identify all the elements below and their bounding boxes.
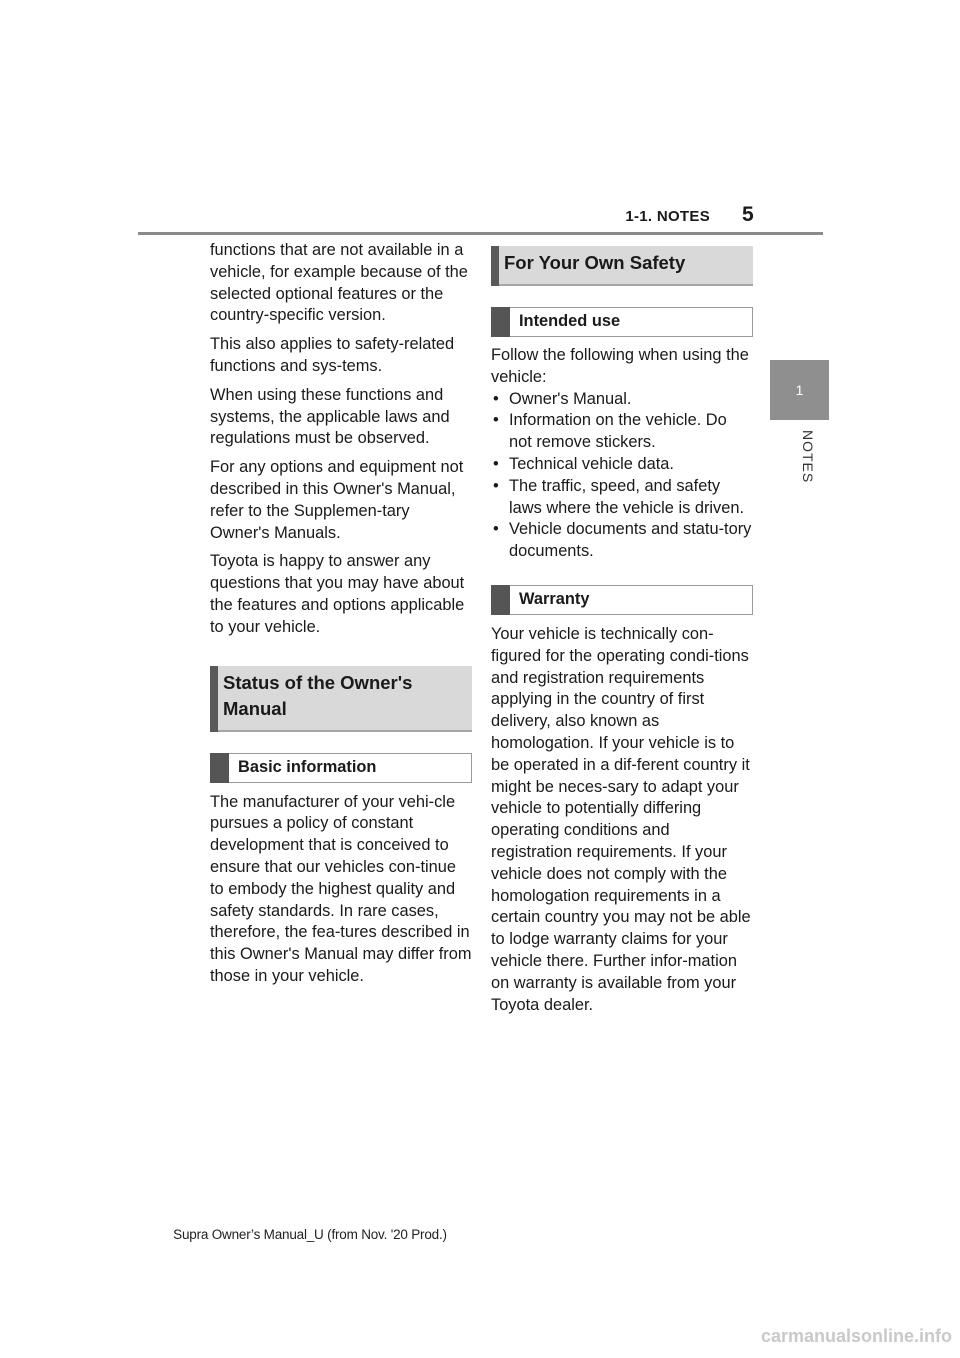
paragraph: Toyota is happy to answer any questions that you may have about the features and options applicable to your vehicle.	[210, 552, 465, 636]
section-heading-safety: For Your Own Safety	[491, 246, 753, 286]
left-column	[210, 240, 472, 995]
paragraph: The manufacturer of your vehi-cle pursues a policy of constant development that is conceived to ensure that our vehicles con-tinue to embody the highest quality and safety standards. In rare cases, therefore, the fea-tures described in this Owner's Manual may differ from those in your vehicle.	[210, 792, 472, 985]
intended-use-list	[491, 389, 753, 563]
paragraph: Your vehicle is technically con-figured for the operating condi-tions and registration requirements applying in the country of first delivery, also known as homologation. If your vehicle is to be operated in a dif-ferent country it might be neces-sary to adapt your vehicle to potentially differing operating conditions and registration requirements. If your vehicle does not comply with the homologation requirements in a certain country you may not be able to lodge warranty claims for your vehicle there. Further infor-mation on warranty is available from your Toyota dealer.	[491, 624, 751, 1014]
paragraph: For any options and equipment not described in this Owner's Manual, refer to the Supplemen-tary Owner's Manuals.	[210, 458, 464, 542]
chapter-tab[interactable]	[770, 360, 829, 420]
section-title: 1-1. NOTES	[625, 208, 710, 225]
page-number: 5	[742, 203, 754, 226]
watermark: carmanualsonline.info	[760, 1326, 952, 1346]
chapter-tab-number: 1	[795, 382, 804, 398]
paragraph: Follow the following when using the vehicle:	[491, 346, 749, 386]
paragraph: When using these functions and systems, the applicable laws and regulations must be observed.	[210, 385, 450, 448]
section-heading-status: Status of the Owner's Manual	[210, 666, 472, 732]
header-divider	[138, 232, 823, 235]
right-column	[491, 246, 753, 1023]
subheading-intended-use: Intended use	[491, 307, 753, 337]
subheading-basic-information: Basic information	[210, 753, 472, 783]
page-footer: Supra Owner’s Manual_U (from Nov. '20 Prod.)	[173, 1227, 447, 1242]
list-item: • Owner's Manual.	[491, 389, 753, 411]
paragraph: This also applies to safety-related functions and sys-tems.	[210, 335, 455, 375]
paragraph: functions that are not available in a vehicle, for example because of the selected optional features or the country-specific version.	[210, 241, 468, 325]
list-item: • Vehicle documents and statu-tory documents.	[491, 519, 753, 563]
list-item: • Technical vehicle data.	[491, 454, 753, 476]
subheading-warranty: Warranty	[491, 585, 753, 615]
list-item: • The traffic, speed, and safety laws where the vehicle is driven.	[491, 476, 753, 520]
chapter-tab-label: NOTES	[800, 430, 816, 484]
list-item: • Information on the vehicle. Do not remove stickers.	[491, 410, 753, 454]
